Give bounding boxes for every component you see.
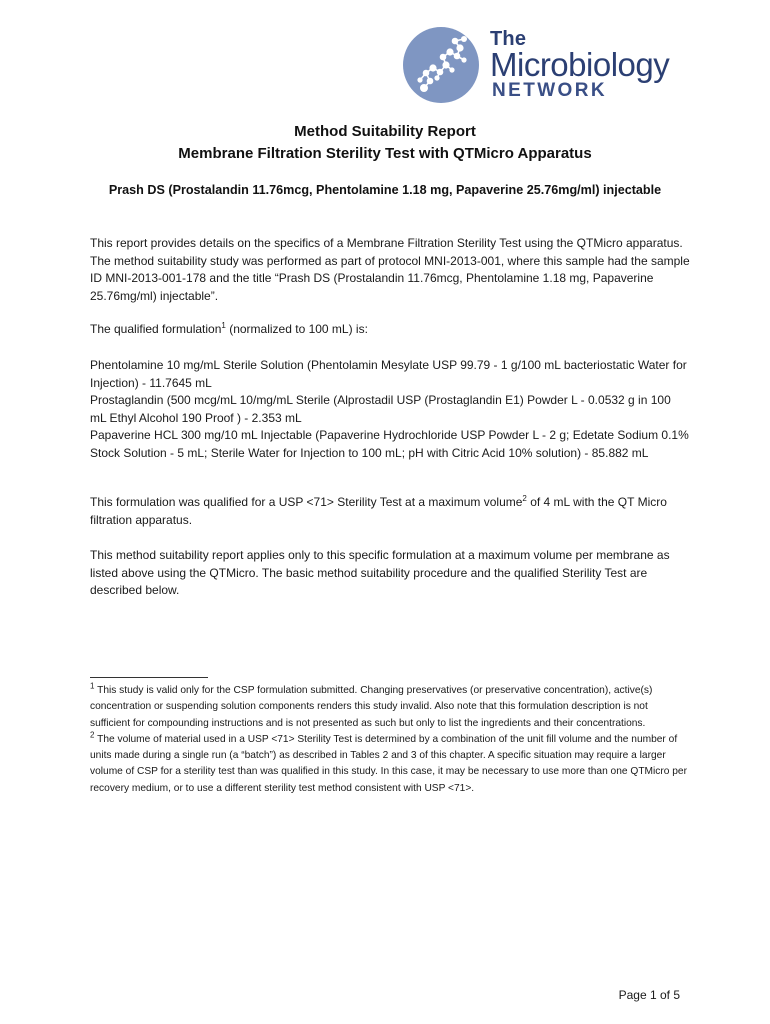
footnote-mark-2: 2 xyxy=(90,730,95,740)
microbiology-network-logo xyxy=(402,26,682,104)
footnote-divider xyxy=(90,677,208,678)
logo-line-the: The xyxy=(490,28,527,50)
max-volume-text-after: of 4 mL with the QT Micro filtration apparatus. xyxy=(90,495,667,527)
max-volume-paragraph xyxy=(90,494,690,529)
dna-circle-icon xyxy=(402,26,480,104)
footnote-text-2: The volume of material used in a USP <71> Sterility Test is determined by a combination of the unit fill volume and the number of units made during a single run (a “batch”) as described in Tables 2 and 3 of this chapter. A specific situation may require a larger volume of CSP for a sterility test than was qualified in this study. In this case, it may be necessary to use more than one QTMicro per recovery medium, or to use a different sterility test method consistent with USP <71>. xyxy=(90,733,687,794)
logo-wordmark xyxy=(490,28,682,104)
max-volume-text: This formulation was qualified for a USP <71> Sterility Test at a maximum volume xyxy=(90,495,523,509)
formulation-item: Prostaglandin (500 mcg/mL 10/mg/mL Sterile (Alprostadil USP (Prostaglandin E1) Powder L - 0.0532 g in 100 mL Ethyl Alcohol 190 Proof ) - 2.353 mL xyxy=(90,393,671,425)
logo-line-network: NETWORK xyxy=(492,80,607,101)
applies-paragraph xyxy=(90,547,690,600)
qualified-formulation-paragraph xyxy=(90,321,690,339)
footnote-1 xyxy=(90,683,690,732)
footnote-ref-2: 2 xyxy=(522,494,527,503)
applies-text: This method suitability report applies only to this specific formulation at a maximum volume per membrane as listed above using the QTMicro. The basic method suitability procedure and the qualified Sterility Test are described below. xyxy=(90,548,670,597)
footnote-text-1: This study is valid only for the CSP formulation submitted. Changing preservatives (or preservative concentration), active(s) concentration or suspending solution components renders this study invalid. Also note that this formulation description is not sufficient for compounding instructions and is not presented as such but only to list the ingredients and their concentrations. xyxy=(90,685,653,729)
qualified-text-after: (normalized to 100 mL) is: xyxy=(225,322,368,336)
report-title: Method Suitability Report xyxy=(294,123,476,140)
product-heading: Prash DS (Prostalandin 11.76mcg, Phentolamine 1.18 mg, Papaverine 25.76mg/ml) injectable xyxy=(108,183,662,197)
page-number: Page 1 of 5 xyxy=(618,988,680,1002)
footnote-mark-1: 1 xyxy=(90,681,95,691)
formulation-item: Phentolamine 10 mg/mL Sterile Solution (Phentolamin Mesylate USP 99.79 - 1 g/100 mL bacteriostatic Water for Injection) - 11.7645 mL xyxy=(90,358,687,390)
formulation-item: Papaverine HCL 300 mg/10 mL Injectable (Papaverine Hydrochloride USP Powder L - 2 g; Edetate Sodium 0.1% Stock Solution - 5 mL; Sterile Water for Injection to 100 mL; pH with Citric Acid 10% solution) - 85.882 mL xyxy=(90,428,689,460)
max-volume-line xyxy=(90,494,690,529)
formulation-list xyxy=(90,357,690,462)
intro-text: This report provides details on the specifics of a Membrane Filtration Sterility Test using the QTMicro apparatus. The method suitability study was performed as part of protocol MNI-2013-001, where this sample had the sample ID MNI-2013-001-178 and the title “Prash DS (Prostalandin 11.76mcg, Phentolamine 1.18 mg, Papaverine 25.76mg/ml) injectable”. xyxy=(90,236,690,303)
footnote-2 xyxy=(90,732,690,797)
qualified-text: The qualified formulation xyxy=(90,322,222,336)
qualified-line xyxy=(90,321,690,339)
logo-line-microbiology: Microbiology xyxy=(490,46,670,83)
footnotes xyxy=(90,683,690,797)
footnote-ref-1: 1 xyxy=(221,321,226,330)
report-subtitle: Membrane Filtration Sterility Test with QTMicro Apparatus xyxy=(178,145,592,162)
intro-paragraph xyxy=(90,235,690,305)
